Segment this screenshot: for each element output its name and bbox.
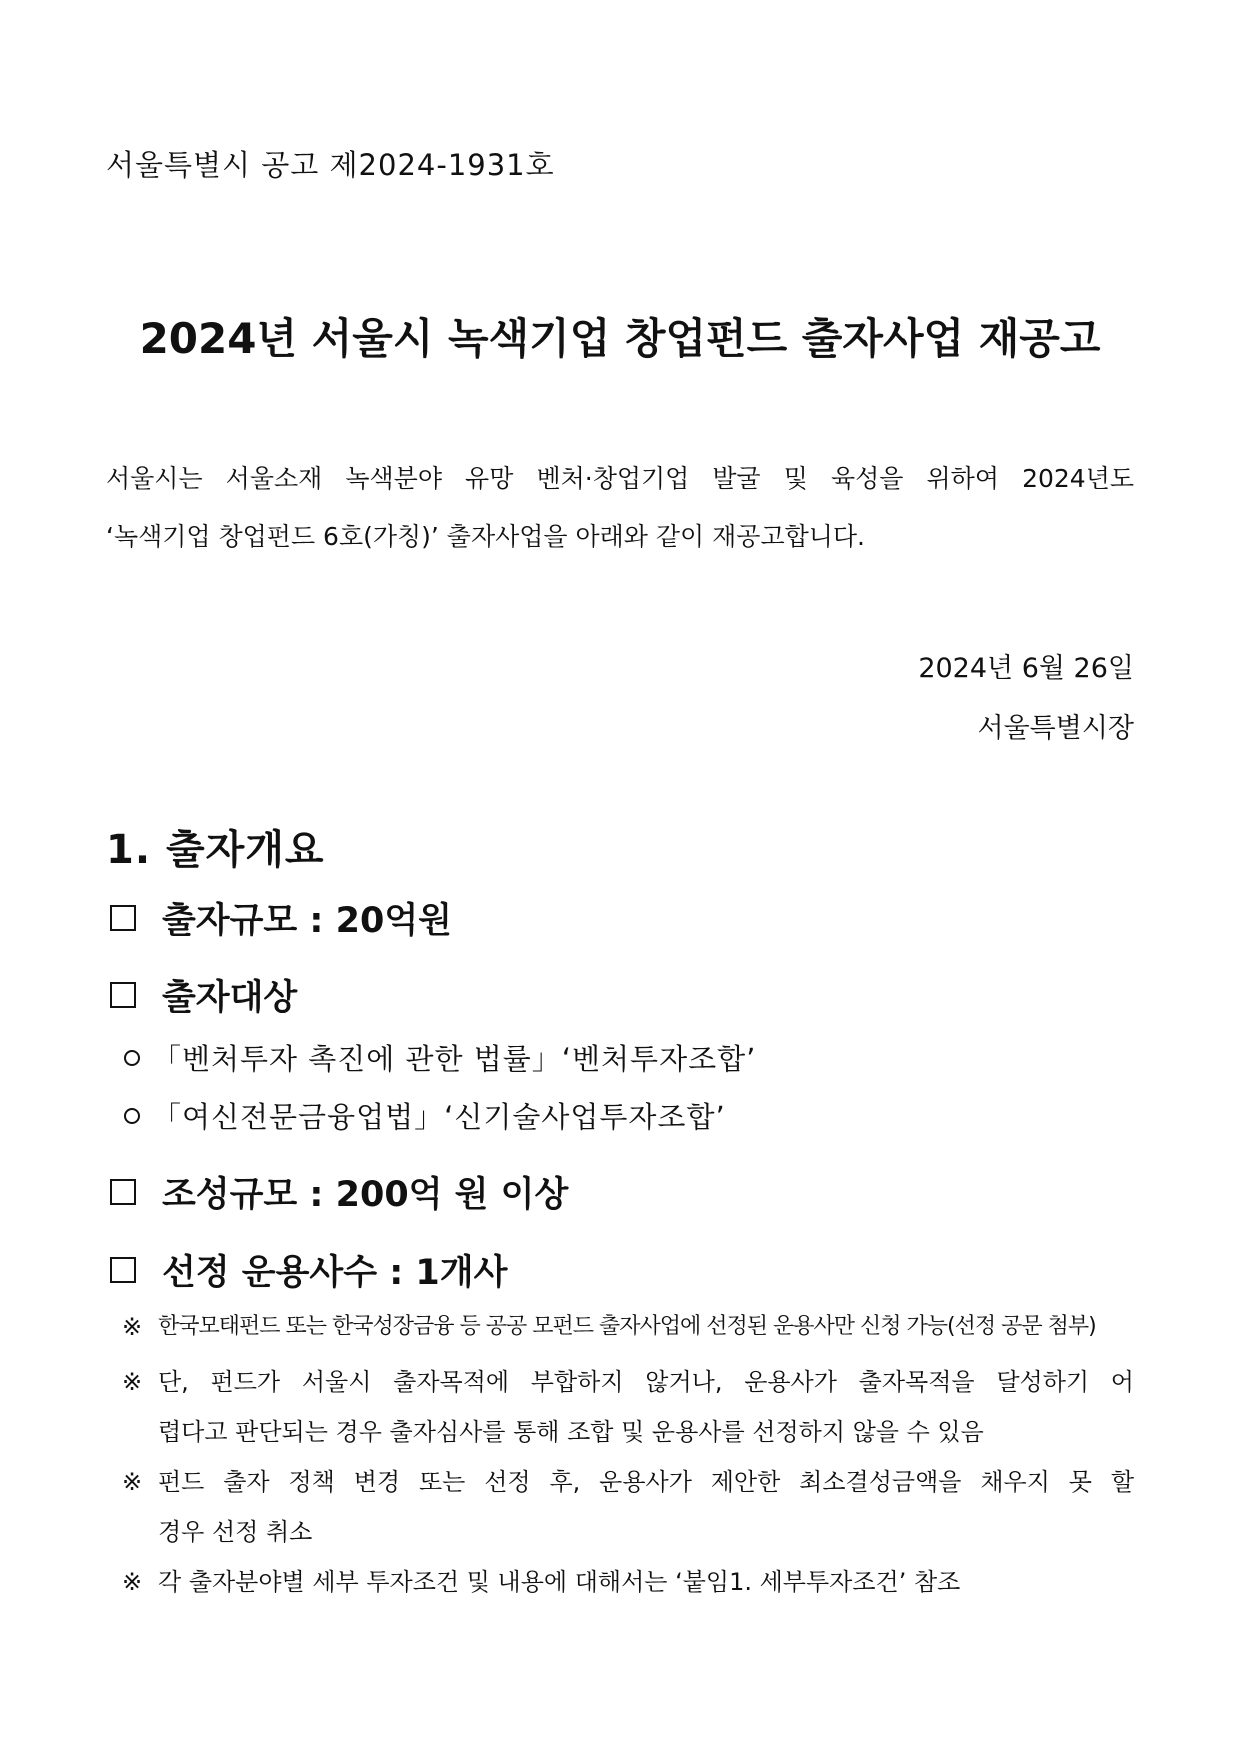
square-bullet-icon: [110, 1257, 136, 1283]
investment-scale-text: 출자규모 : 20억원: [162, 901, 452, 941]
note-line: 단, 펀드가 서울시 출자목적에 부합하지 않거나, 운용사가 출자목적을 달성하기 어: [158, 1368, 1134, 1396]
notice-number: 서울특별시 공고 제2024-1931호: [106, 148, 555, 182]
intro-line-2: ‘녹색기업 창업펀드 6호(가칭)’ 출자사업을 아래와 같이 재공고합니다.: [106, 522, 865, 551]
square-bullet-icon: [110, 1179, 136, 1205]
target-sub-item: [124, 1037, 756, 1078]
intro-line-1: 서울시는 서울소재 녹색분야 유망 벤처·창업기업 발굴 및 육성을 위하여 2024년도: [106, 464, 1134, 493]
note-item: [122, 1357, 1134, 1457]
announcement-date: 2024년 6월 26일: [918, 653, 1134, 684]
fund-size-item: [110, 1167, 568, 1217]
target-sub-text: 「여신전문금융업법」‘신기술사업투자조합’: [152, 1100, 726, 1134]
reference-mark-icon: ※: [122, 1313, 143, 1341]
issuer: 서울특별시장: [977, 713, 1134, 744]
manager-count-item: [110, 1245, 507, 1295]
investment-target-item: [110, 970, 297, 1020]
reference-mark-icon: ※: [122, 1468, 143, 1496]
note-line: 한국모태펀드 또는 한국성장금융 등 공공 모펀드 출자사업에 선정된 운용사만 신청 가능(선정 공문 첨부): [158, 1314, 1096, 1339]
circle-bullet-icon: [124, 1050, 140, 1066]
manager-count-text: 선정 운용사수 : 1개사: [162, 1253, 508, 1293]
note-item: [122, 1457, 1134, 1557]
note-line: 렵다고 판단되는 경우 출자심사를 통해 조합 및 운용사를 선정하지 않을 수 있음: [158, 1418, 984, 1446]
circle-bullet-icon: [124, 1108, 140, 1124]
intro-paragraph: [106, 450, 1134, 566]
square-bullet-icon: [110, 982, 136, 1008]
reference-mark-icon: ※: [122, 1368, 143, 1396]
investment-target-text: 출자대상: [162, 978, 298, 1018]
note-item: [122, 1557, 1134, 1607]
section-heading: 1. 출자개요: [106, 827, 325, 873]
document-title: 2024년 서울시 녹색기업 창업펀드 출자사업 재공고: [139, 314, 1101, 363]
reference-mark-icon: ※: [122, 1568, 143, 1596]
investment-scale-item: [110, 893, 452, 943]
note-line: 각 출자분야별 세부 투자조건 및 내용에 대해서는 ‘붙임1. 세부투자조건’ 참조: [158, 1568, 961, 1596]
note-item: [122, 1302, 1134, 1352]
fund-size-text: 조성규모 : 200억 원 이상: [162, 1175, 569, 1215]
square-bullet-icon: [110, 905, 136, 931]
note-line: 경우 선정 취소: [158, 1518, 313, 1546]
target-sub-text: 「벤처투자 촉진에 관한 법률」‘벤처투자조합’: [152, 1042, 757, 1076]
note-line: 펀드 출자 정책 변경 또는 선정 후, 운용사가 제안한 최소결성금액을 채우지 못 할: [158, 1468, 1134, 1496]
target-sub-item: [124, 1095, 726, 1136]
